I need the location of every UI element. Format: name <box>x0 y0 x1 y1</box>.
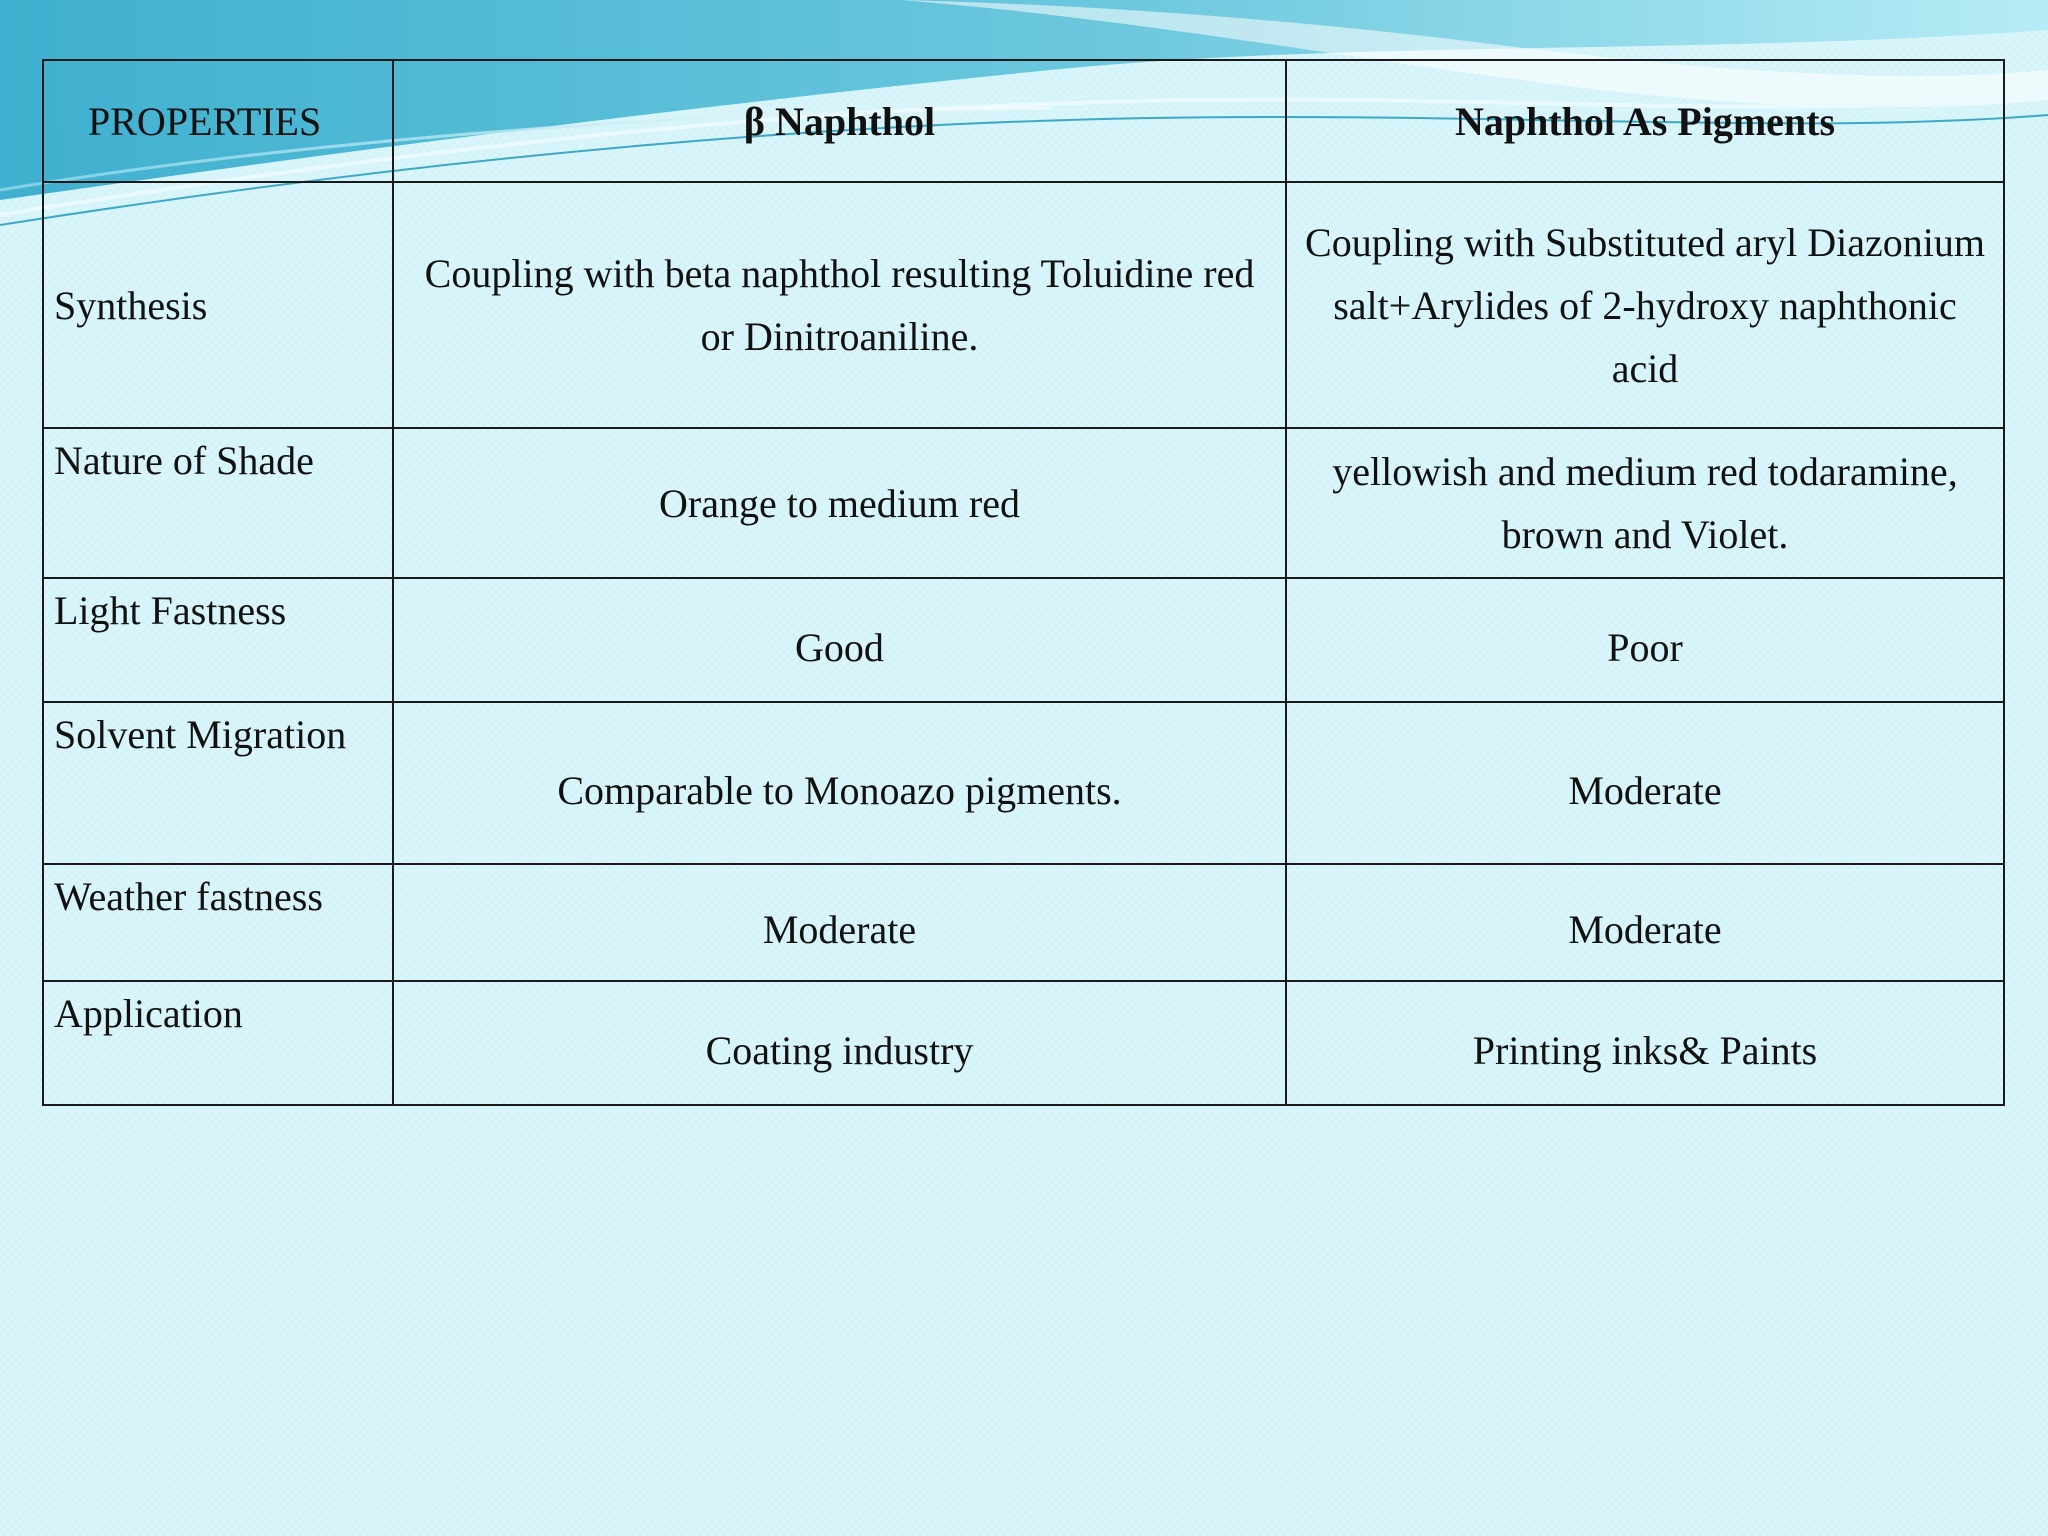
header-properties: PROPERTIES <box>43 60 393 182</box>
property-label: Solvent Migration <box>43 702 393 864</box>
beta-naphthol-value: Good <box>393 578 1286 702</box>
header-beta-naphthol: β Naphthol <box>393 60 1286 182</box>
beta-naphthol-value: Coupling with beta naphthol resulting Toluidine red or Dinitroaniline. <box>393 182 1286 428</box>
beta-naphthol-value: Orange to medium red <box>393 428 1286 578</box>
table-row <box>43 702 2004 864</box>
naphthol-as-value: yellowish and medium red todaramine, brown and Violet. <box>1286 428 2004 578</box>
property-label: Nature of Shade <box>43 428 393 578</box>
comparison-table <box>42 59 2005 1106</box>
header-row <box>43 60 2004 182</box>
beta-naphthol-value: Comparable to Monoazo pigments. <box>393 702 1286 864</box>
table-row <box>43 428 2004 578</box>
table-row <box>43 981 2004 1105</box>
table-row <box>43 182 2004 428</box>
table-row <box>43 578 2004 702</box>
beta-naphthol-value: Moderate <box>393 864 1286 981</box>
property-label: Weather fastness <box>43 864 393 981</box>
naphthol-as-value: Poor <box>1286 578 2004 702</box>
naphthol-as-value: Printing inks& Paints <box>1286 981 2004 1105</box>
naphthol-as-value: Coupling with Substituted aryl Diazonium salt+Arylides of 2-hydroxy naphthonic acid <box>1286 182 2004 428</box>
table-row <box>43 864 2004 981</box>
property-label: Synthesis <box>43 182 393 428</box>
naphthol-as-value: Moderate <box>1286 864 2004 981</box>
naphthol-as-value: Moderate <box>1286 702 2004 864</box>
header-naphthol-as-pigments: Naphthol As Pigments <box>1286 60 2004 182</box>
beta-naphthol-value: Coating industry <box>393 981 1286 1105</box>
property-label: Light Fastness <box>43 578 393 702</box>
property-label: Application <box>43 981 393 1105</box>
